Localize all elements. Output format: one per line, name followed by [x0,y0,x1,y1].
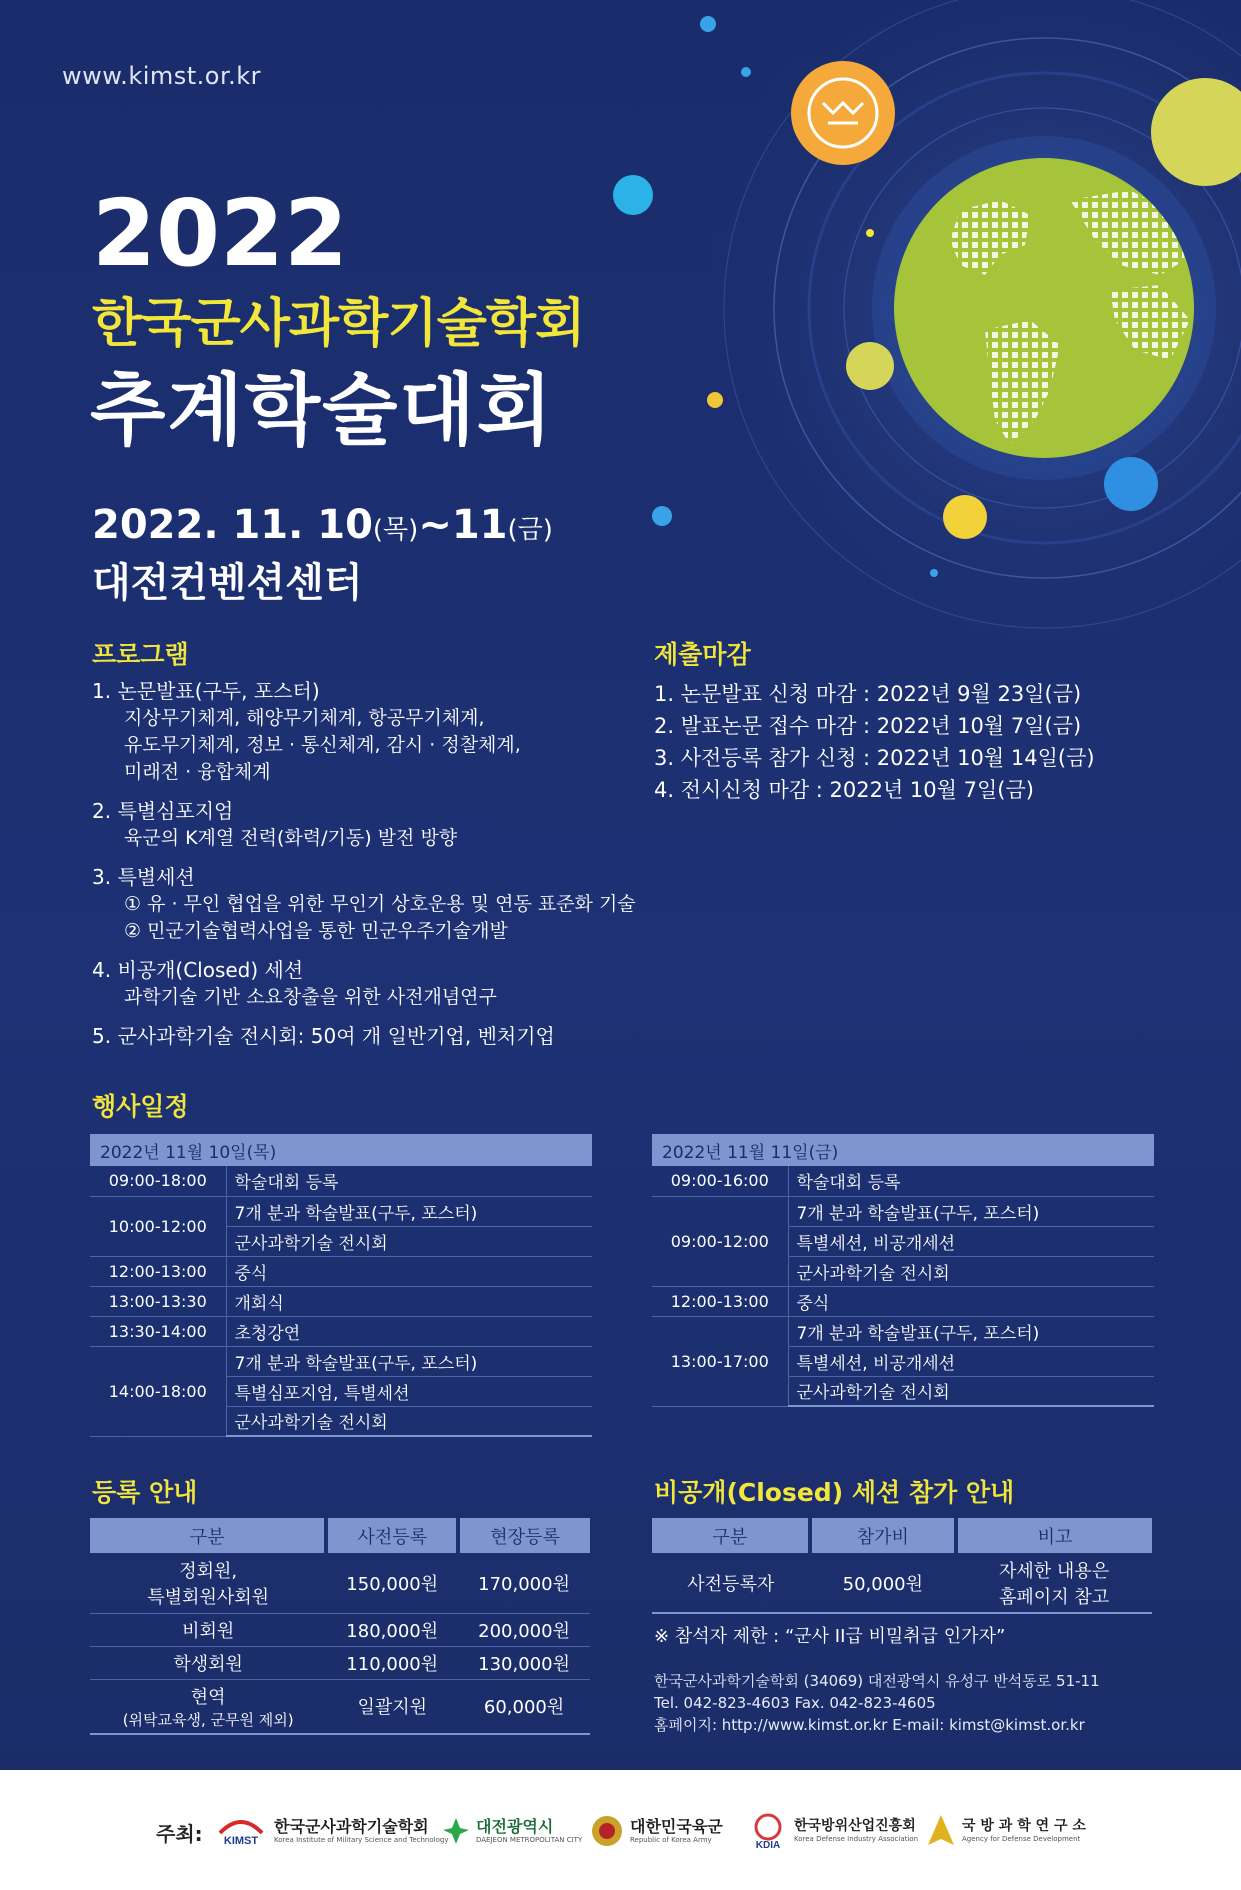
closed-session-note: ※ 참석자 제한 : “군사 II급 비밀취급 인가자” [654,1626,1006,1647]
dot [943,495,987,539]
schedule-row [652,1286,1154,1316]
kimst-logo [214,1806,448,1856]
deadline-item: 2. 발표논문 접수 마감 : 2022년 10월 7일(금) [654,714,1082,738]
globe-graphic [0,0,1241,720]
deadline-title: 제출마감 [654,640,751,669]
schedule-time: 13:30-14:00 [90,1316,226,1346]
fee-column-header: 사전등록 [326,1518,458,1553]
dot [613,175,653,215]
schedule-date-header: 2022년 11월 11일(금) [652,1134,1154,1166]
event-dates [92,502,553,548]
program-item-detail: 육군의 K계열 전력(화력/기동) 발전 방향 [124,827,458,849]
schedule-event: 특별세션, 비공개세션 [788,1346,1154,1376]
kdia-emblem-icon [748,1811,788,1851]
fee-category: 비회원 [90,1613,326,1646]
schedule-row [652,1196,1154,1226]
schedule-table-day1 [90,1134,592,1437]
add-name: 국 방 과 학 연 구 소 [962,1818,1086,1835]
kimst-name: 한국군사과학기술학회 [274,1817,429,1837]
dot [707,392,723,408]
fee-column-header: 참가비 [810,1518,957,1553]
schedule-time: 14:00-18:00 [90,1346,226,1436]
contact-web: 홈페이지: http://www.kimst.or.kr E-mail: kimst@kimst.or.kr [654,1716,1085,1734]
schedule-row [90,1196,592,1226]
dot [652,506,672,526]
schedule-time: 13:00-17:00 [652,1316,788,1406]
schedule-time: 12:00-13:00 [652,1286,788,1316]
schedule-date-header: 2022년 11월 10일(목) [90,1134,592,1166]
army-logo [590,1806,723,1856]
program-item [92,798,652,852]
svg-text:KDIA: KDIA [755,1840,781,1851]
registration-title: 등록 안내 [92,1478,198,1507]
army-name: 대한민국육군 [630,1817,723,1837]
schedule-time: 09:00-16:00 [652,1166,788,1196]
fee-amount: 180,000원 [326,1613,458,1646]
closed-session-table [652,1518,1152,1614]
contact-address: 한국군사과학기술학회 (34069) 대전광역시 유성구 반석동로 51-11 [654,1672,1100,1690]
program-item-detail: 지상무기체계, 해양무기체계, 항공무기체계, [124,707,485,729]
closed-session-title: 비공개(Closed) 세션 참가 안내 [654,1478,1015,1507]
daejeon-name-en: DAEJEON METROPOLITAN CITY [476,1835,583,1844]
fee-amount: 일괄지원 [326,1679,458,1734]
program-list [92,678,652,1062]
deadline-item: 4. 전시신청 마감 : 2022년 10월 7일(금) [654,778,1034,802]
kimst-name-en: Korea Institute of Military Science and Technology [274,1835,449,1844]
schedule-event: 군사과학기술 전시회 [226,1226,592,1256]
schedule-row [652,1166,1154,1196]
schedule-event: 중식 [226,1256,592,1286]
program-title: 프로그램 [92,640,189,669]
contact-info [654,1670,1100,1736]
fee-row [652,1553,1152,1613]
website-url: www.kimst.or.kr [62,62,262,90]
kimst-emblem-icon [214,1811,268,1851]
schedule-row [90,1316,592,1346]
fee-row [90,1646,590,1679]
fee-amount: 200,000원 [458,1613,590,1646]
schedule-event: 개회식 [226,1286,592,1316]
fee-amount: 110,000원 [326,1646,458,1679]
schedule-row [90,1256,592,1286]
schedule-event: 군사과학기술 전시회 [226,1406,592,1436]
program-item [92,1023,652,1050]
schedule-row [90,1286,592,1316]
date-day1: (목) [372,515,419,545]
fee-column-header: 비고 [956,1518,1152,1553]
schedule-time: 10:00-12:00 [90,1196,226,1256]
program-item-heading: 1. 논문발표(구두, 포스터) [92,679,320,703]
schedule-event: 7개 분과 학술발표(구두, 포스터) [226,1346,592,1376]
daejeon-name: 대전광역시 [476,1817,554,1837]
fee-category: 현역 (위탁교육생, 군무원 제외) [90,1679,326,1734]
schedule-event: 7개 분과 학술발표(구두, 포스터) [226,1196,592,1226]
event-title: 추계학술대회 [90,366,555,456]
add-logo [926,1806,1086,1856]
schedule-time: 09:00-12:00 [652,1196,788,1286]
fee-column-header: 구분 [652,1518,810,1553]
kdia-name: 한국방위산업진흥회 [794,1818,916,1835]
daejeon-logo [442,1806,582,1856]
program-item-detail: 미래전 · 융합체계 [124,761,271,783]
program-item-detail: 과학기술 기반 소요창출을 위한 사전개념연구 [124,986,497,1008]
fee-amount: 50,000원 [810,1553,957,1613]
date-end: ~11 [418,502,508,548]
deadline-item: 1. 논문발표 신청 마감 : 2022년 9월 23일(금) [654,682,1082,706]
schedule-event: 특별심포지엄, 특별세션 [226,1376,592,1406]
date-day2: (금) [507,515,553,545]
dot [1104,457,1158,511]
program-item [92,678,652,786]
dot [700,16,716,32]
date-start: 2022. 11. 10 [92,502,373,548]
schedule-time: 12:00-13:00 [90,1256,226,1286]
svg-text:KIMST: KIMST [223,1835,259,1847]
program-item-heading: 2. 특별심포지엄 [92,799,234,823]
program-item-heading: 3. 특별세션 [92,865,195,889]
program-item [92,864,652,945]
army-name-en: Republic of Korea Army [630,1835,712,1844]
schedule-time: 09:00-18:00 [90,1166,226,1196]
schedule-row [90,1346,592,1376]
fee-column-header: 구분 [90,1518,326,1553]
fee-category: 사전등록자 [652,1553,810,1613]
program-item-heading: 4. 비공개(Closed) 세션 [92,958,304,982]
fee-category: 학생회원 [90,1646,326,1679]
schedule-event: 학술대회 등록 [226,1166,592,1196]
registration-table [90,1518,590,1735]
event-venue: 대전컨벤션센터 [92,560,363,606]
footer [0,1770,1241,1890]
schedule-time: 13:00-13:30 [90,1286,226,1316]
schedule-row [652,1316,1154,1346]
add-name-en: Agency for Defense Development [962,1834,1081,1843]
kdia-name-en: Korea Defense Industry Association [794,1834,919,1843]
schedule-event: 중식 [788,1286,1154,1316]
organizer-title: 한국군사과학기술학회 [92,294,585,354]
add-emblem-icon [926,1813,956,1849]
schedule-event: 군사과학기술 전시회 [788,1376,1154,1406]
schedule-table-day2 [652,1134,1154,1407]
schedule-row [90,1166,592,1196]
fee-amount: 60,000원 [458,1679,590,1734]
deadline-list [654,678,1095,806]
program-item-detail: 유도무기체계, 정보 · 통신체계, 감시 · 정찰체계, [124,734,521,756]
fee-row [90,1613,590,1646]
fee-row [90,1679,590,1734]
satellite-icon [791,61,895,165]
schedule-title: 행사일정 [92,1092,189,1121]
program-item-detail: ① 유 · 무인 협업을 위한 무인기 상호운용 및 연동 표준화 기술 [124,893,636,915]
fee-amount: 170,000원 [458,1553,590,1613]
program-item [92,957,652,1011]
schedule-event: 군사과학기술 전시회 [788,1256,1154,1286]
program-item-heading: 5. 군사과학기술 전시회: 50여 개 일반기업, 벤처기업 [92,1024,555,1048]
program-item-detail: ② 민군기술협력사업을 통한 민군우주기술개발 [124,920,508,942]
schedule-event: 초청강연 [226,1316,592,1346]
fee-row [90,1553,590,1613]
kdia-logo [748,1806,918,1856]
fee-amount: 130,000원 [458,1646,590,1679]
host-label: 주최: [156,1822,203,1846]
schedule-event: 학술대회 등록 [788,1166,1154,1196]
fee-column-header: 현장등록 [458,1518,590,1553]
dot [846,342,894,390]
fee-amount: 150,000원 [326,1553,458,1613]
schedule-event: 7개 분과 학술발표(구두, 포스터) [788,1316,1154,1346]
fee-category: 정회원, 특별회원사회원 [90,1553,326,1613]
fee-amount: 자세한 내용은 홈페이지 참고 [956,1553,1152,1613]
schedule-event: 7개 분과 학술발표(구두, 포스터) [788,1196,1154,1226]
dot [741,67,751,77]
dot [930,569,938,577]
schedule-event: 특별세션, 비공개세션 [788,1226,1154,1256]
dot [866,229,874,237]
army-emblem-icon [590,1811,624,1851]
event-year: 2022 [92,180,349,287]
daejeon-emblem-icon [442,1816,470,1846]
contact-phone: Tel. 042-823-4603 Fax. 042-823-4605 [654,1694,936,1712]
deadline-item: 3. 사전등록 참가 신청 : 2022년 10월 14일(금) [654,746,1095,770]
